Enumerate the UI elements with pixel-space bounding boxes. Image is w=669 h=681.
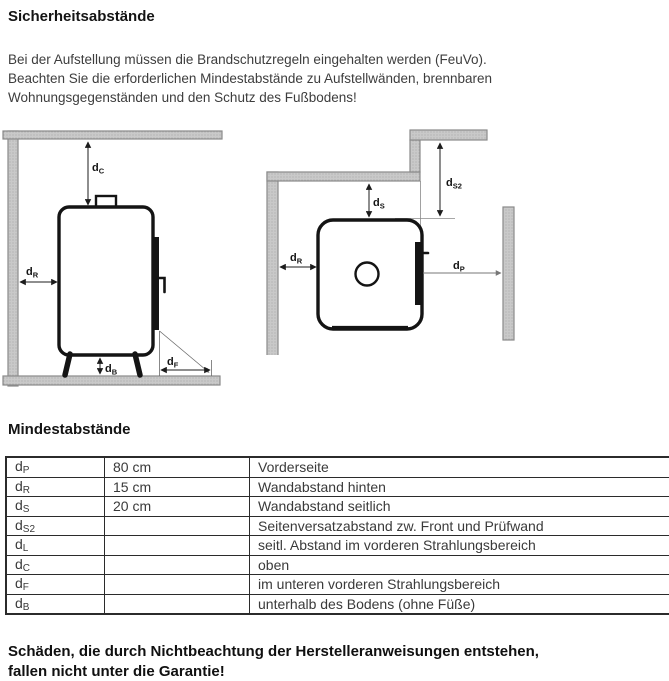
row-value: [105, 575, 250, 595]
row-description: Seitenversatzabstand zw. Front und Prüfwand: [250, 516, 669, 536]
offset-wall-pillar: [410, 140, 420, 172]
ceiling: [3, 131, 222, 139]
table-row: [6, 457, 669, 477]
table-row: [6, 497, 669, 517]
rear-wall: [267, 172, 278, 355]
stove-leg-left: [65, 354, 70, 375]
page-title: Sicherheitsabstände: [8, 8, 155, 25]
intro-paragraph: [8, 50, 492, 107]
row-symbol: dF: [6, 575, 105, 595]
intro-line-2: Beachten Sie die erforderlichen Mindestabstände zu Aufstellwänden, brennbaren: [8, 69, 492, 88]
table-row: [6, 594, 669, 614]
dp-label: $d_P$: [453, 260, 465, 274]
section-title-mindestabstaende: Mindestabstände: [8, 421, 131, 438]
row-symbol: dS: [6, 497, 105, 517]
table-row: [6, 536, 669, 556]
row-value: [105, 516, 250, 536]
offset-wall-top: [410, 130, 487, 140]
flue-outlet: [356, 263, 379, 286]
dr-label-top: $d_R$: [290, 252, 303, 266]
warranty-warning-line-1: Schäden, die durch Nichtbeachtung der Herstelleranweisungen entstehen,: [8, 642, 668, 662]
row-value: [105, 536, 250, 556]
stove-body: [59, 207, 153, 355]
db-label: $d_B$: [105, 363, 118, 377]
df-label: $d_F$: [167, 356, 179, 370]
row-value: 20 cm: [105, 497, 250, 517]
warranty-warning: [8, 642, 668, 681]
row-symbol: dR: [6, 477, 105, 497]
row-description: unterhalb des Bodens (ohne Füße): [250, 594, 669, 614]
floor: [3, 376, 220, 385]
dr-label: $d_R$: [26, 266, 39, 280]
row-description: seitl. Abstand im vorderen Strahlungsbereich: [250, 536, 669, 556]
table-row: [6, 575, 669, 595]
row-value: [105, 555, 250, 575]
clearances-table: [5, 456, 669, 615]
test-wall: [503, 207, 514, 340]
stove-leg-right: [135, 354, 140, 375]
stove-door-top: [415, 242, 422, 305]
table-row: [6, 477, 669, 497]
dc-label: $d_C$: [92, 162, 105, 176]
row-symbol: dL: [6, 536, 105, 556]
stove-side-view-diagram: [0, 122, 230, 390]
row-value: 15 cm: [105, 477, 250, 497]
side-wall: [267, 172, 420, 181]
row-value: [105, 594, 250, 614]
row-symbol: dB: [6, 594, 105, 614]
stove-door: [152, 237, 160, 330]
warranty-warning-line-2: fallen nicht unter die Garantie!: [8, 662, 668, 681]
intro-line-3: Wohnungsgegenständen und den Schutz des Fußbodens!: [8, 88, 492, 107]
row-description: oben: [250, 555, 669, 575]
row-description: Wandabstand seitlich: [250, 497, 669, 517]
table-row: [6, 555, 669, 575]
table-row: [6, 516, 669, 536]
row-symbol: dS2: [6, 516, 105, 536]
intro-line-1: Bei der Aufstellung müssen die Brandschutzregeln eingehalten werden (FeuVo).: [8, 50, 492, 69]
row-symbol: dC: [6, 555, 105, 575]
ds2-label: $d_{S2}$: [446, 177, 462, 191]
row-description: Wandabstand hinten: [250, 477, 669, 497]
row-value: 80 cm: [105, 457, 250, 477]
row-description: im unteren vorderen Strahlungsbereich: [250, 575, 669, 595]
row-description: Vorderseite: [250, 457, 669, 477]
stove-top-view-diagram: [250, 125, 540, 355]
left-wall: [8, 131, 18, 386]
ds-label: $d_S$: [373, 197, 385, 211]
row-symbol: dP: [6, 457, 105, 477]
